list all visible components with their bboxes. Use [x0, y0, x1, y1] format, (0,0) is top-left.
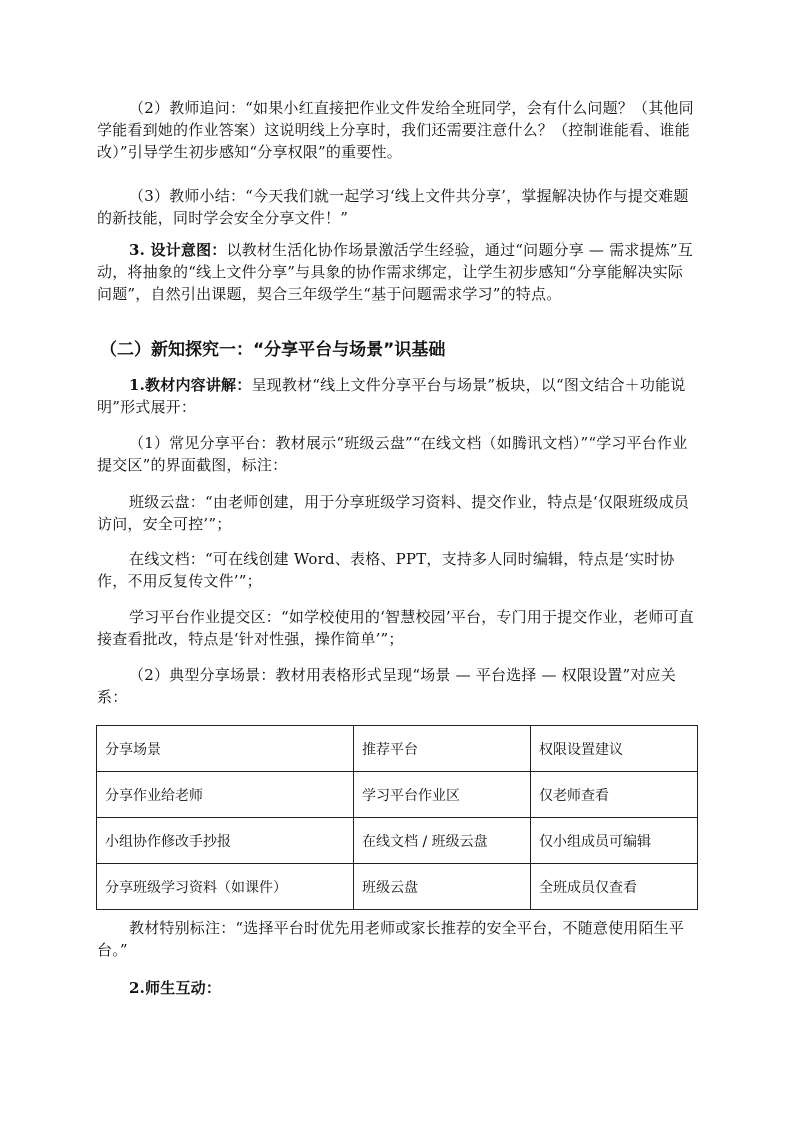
table-cell: 推荐平台: [354, 726, 531, 772]
table-cell: 学习平台作业区: [354, 772, 531, 818]
paragraph-homework-area: 学习平台作业提交区：“如学校使用的‘智慧校园’平台，专门用于提交作业，老师可直接查看批改，特点是‘针对性强，操作简单’”；: [97, 608, 695, 648]
paragraph-typical-scenes: （2）典型分享场景：教材用表格形式呈现“场景 — 平台选择 — 权限设置”对应关系：: [97, 666, 676, 706]
section-heading: （二）新知探究一：“分享平台与场景”识基础: [100, 340, 446, 360]
paragraph-teacher-question: （2）教师追问：“如果小红直接把作业文件发给全班同学，会有什么问题？（其他同学能看到她的作业答案）这说明线上分享时，我们还需要注意什么？（控制谁能看、谁能改）”引导学生初步感知“分享权限”的重要性。: [97, 99, 694, 161]
table-cell: 仅小组成员可编辑: [531, 818, 698, 864]
paragraph-common-platforms: （1）常见分享平台：教材展示“班级云盘”“在线文档（如腾讯文档）”“学习平台作业提交区”的界面截图，标注：: [97, 434, 688, 474]
table-cell: 在线文档 / 班级云盘: [354, 818, 531, 864]
table-cell: 全班成员仅查看: [531, 864, 698, 910]
table-cell: 权限设置建议: [531, 726, 698, 772]
table-cell: 小组协作修改手抄报: [97, 818, 354, 864]
design-intent-body: 以教材生活化协作场景激活学生经验，通过“问题分享 — 需求提炼”互动，将抽象的“线上文件分享”与具象的协作需求绑定，让学生初步感知“分享能解决实际问题”，自然引出课题，契合三年级学生“基于问题需求学习”的特点。: [97, 241, 693, 303]
table-cell: 分享作业给老师: [97, 772, 354, 818]
paragraph-design-intent: [97, 239, 697, 305]
table-cell: 仅老师查看: [531, 772, 698, 818]
paragraph-content-explanation: [97, 374, 697, 418]
table-cell: 分享班级学习资料（如课件）: [97, 864, 354, 910]
scene-platform-table: [96, 725, 698, 910]
table-cell: 分享场景: [97, 726, 354, 772]
table-row: [97, 864, 698, 910]
paragraph-interaction-label: 2.师生互动：: [129, 979, 222, 997]
paragraph-teacher-summary: （3）教师小结：“今天我们就一起学习‘线上文件共分享’，掌握解决协作与提交难题的新技能，同时学会安全分享文件！”: [97, 187, 689, 227]
design-intent-label: 3. 设计意图：: [129, 241, 227, 259]
paragraph-online-docs: 在线文档：“可在线创建 Word、表格、PPT，支持多人同时编辑，特点是‘实时协作，不用反复传文件’”；: [97, 550, 675, 590]
paragraph-class-cloud: 班级云盘：“由老师创建，用于分享班级学习资料、提交作业，特点是‘仅限班级成员访问，安全可控’”；: [97, 493, 690, 533]
table-cell: 班级云盘: [354, 864, 531, 910]
content-explanation-label: 1.教材内容讲解：: [129, 376, 252, 394]
paragraph-textbook-note: 教材特别标注：“选择平台时优先用老师或家长推荐的安全平台，不随意使用陌生平台。”: [97, 919, 685, 959]
content-explanation-body: 呈现教材“线上文件分享平台与场景”板块，以“图文结合＋功能说明”形式展开：: [97, 376, 686, 416]
table-row: [97, 818, 698, 864]
table-row: [97, 772, 698, 818]
table-row: [97, 726, 698, 772]
